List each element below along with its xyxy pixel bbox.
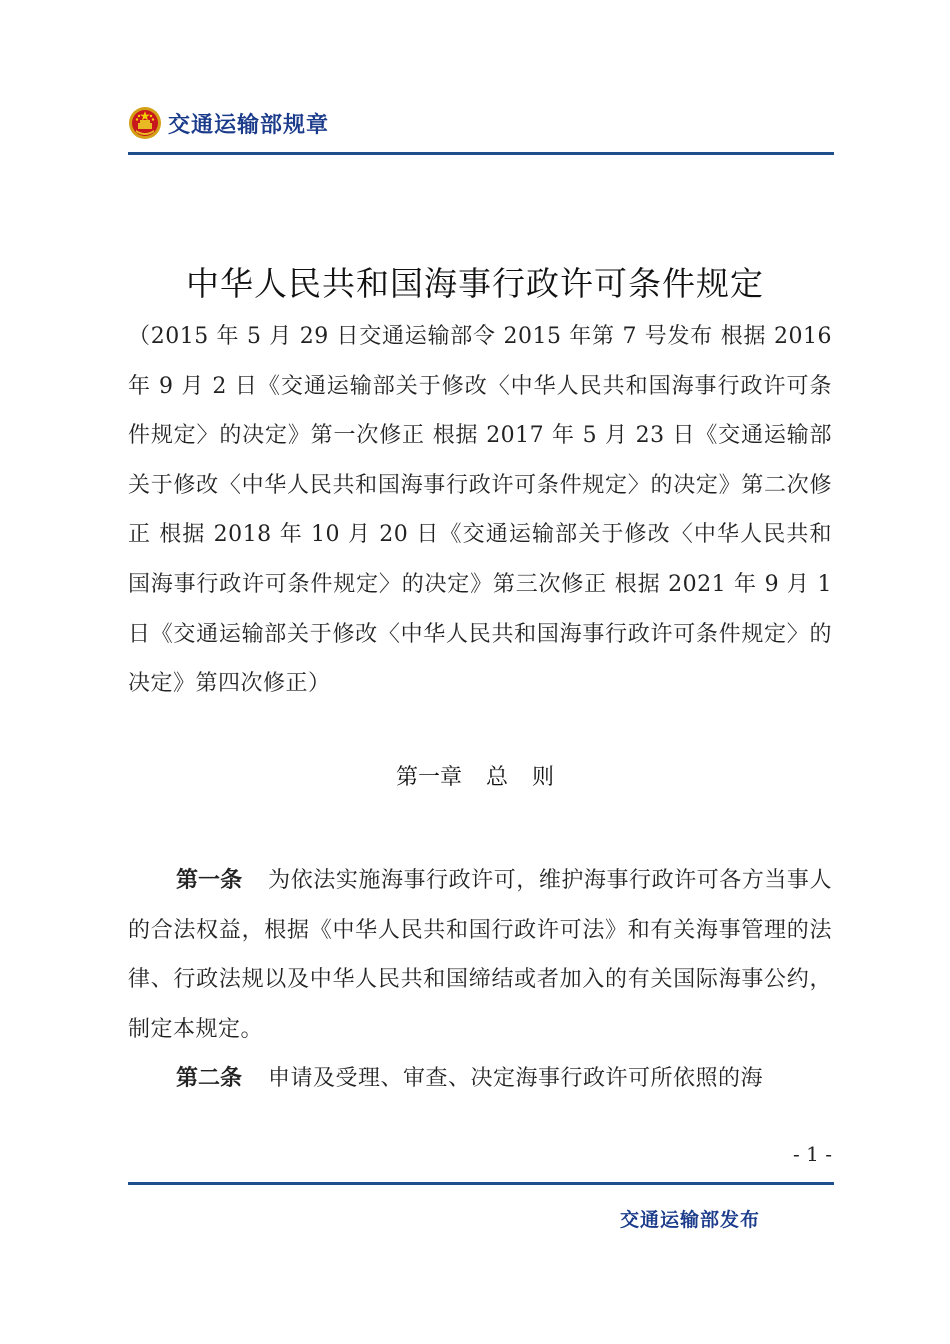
- document-title: 中华人民共和国海事行政许可条件规定: [186, 264, 764, 303]
- chapter-name-part-2: 则: [532, 765, 555, 790]
- page-number: - 1 -: [793, 1142, 832, 1166]
- article-2: [128, 1054, 832, 1104]
- national-emblem-icon: [128, 106, 162, 140]
- article-label: 第一条: [176, 868, 243, 893]
- page-header: [128, 100, 834, 156]
- article-1: [128, 856, 832, 1054]
- chapter-number: 第一章: [395, 765, 462, 790]
- footer-divider: [128, 1182, 834, 1185]
- article-label: 第二条: [176, 1066, 243, 1091]
- footer-publisher: 交通运输部发布: [620, 1209, 761, 1231]
- revision-history-text: （2015 年 5 月 29 日交通运输部令 2015 年第 7 号发布 根据 2016 年 9 月 2 日《交通运输部关于修改〈中华人民共和国海事行政许可条件规定〉的决定》第一次修正 根据 2017 年 5 月 23 日《交通运输部关于修改〈中华人民共和国海事行政许可条件规定〉的决定》第二次修正 根据 2018 年 10 月 20 日《交通运输部关于修改〈中华人民共和国海事行政许可条件规定〉的决定》第三次修正 根据 2021 年 9 月 1 日《交通运输部关于修改〈中华人民共和国海事行政许可条件规定〉的决定》第四次修正）: [128, 324, 832, 697]
- header-divider: [128, 152, 834, 155]
- chapter-name-part-1: 总: [485, 765, 508, 790]
- header-title: 交通运输部规章: [168, 113, 330, 138]
- article-text: 为依法实施海事行政许可，维护海事行政许可各方当事人的合法权益，根据《中华人民共和国行政许可法》和有关海事管理的法律、行政法规以及中华人民共和国缔结或者加入的有关国际海事公约，制定本规定。: [128, 868, 832, 1042]
- revision-history: [128, 312, 832, 709]
- chapter-heading: [0, 760, 950, 791]
- article-text: 申请及受理、审查、决定海事行政许可所依照的海: [268, 1066, 764, 1091]
